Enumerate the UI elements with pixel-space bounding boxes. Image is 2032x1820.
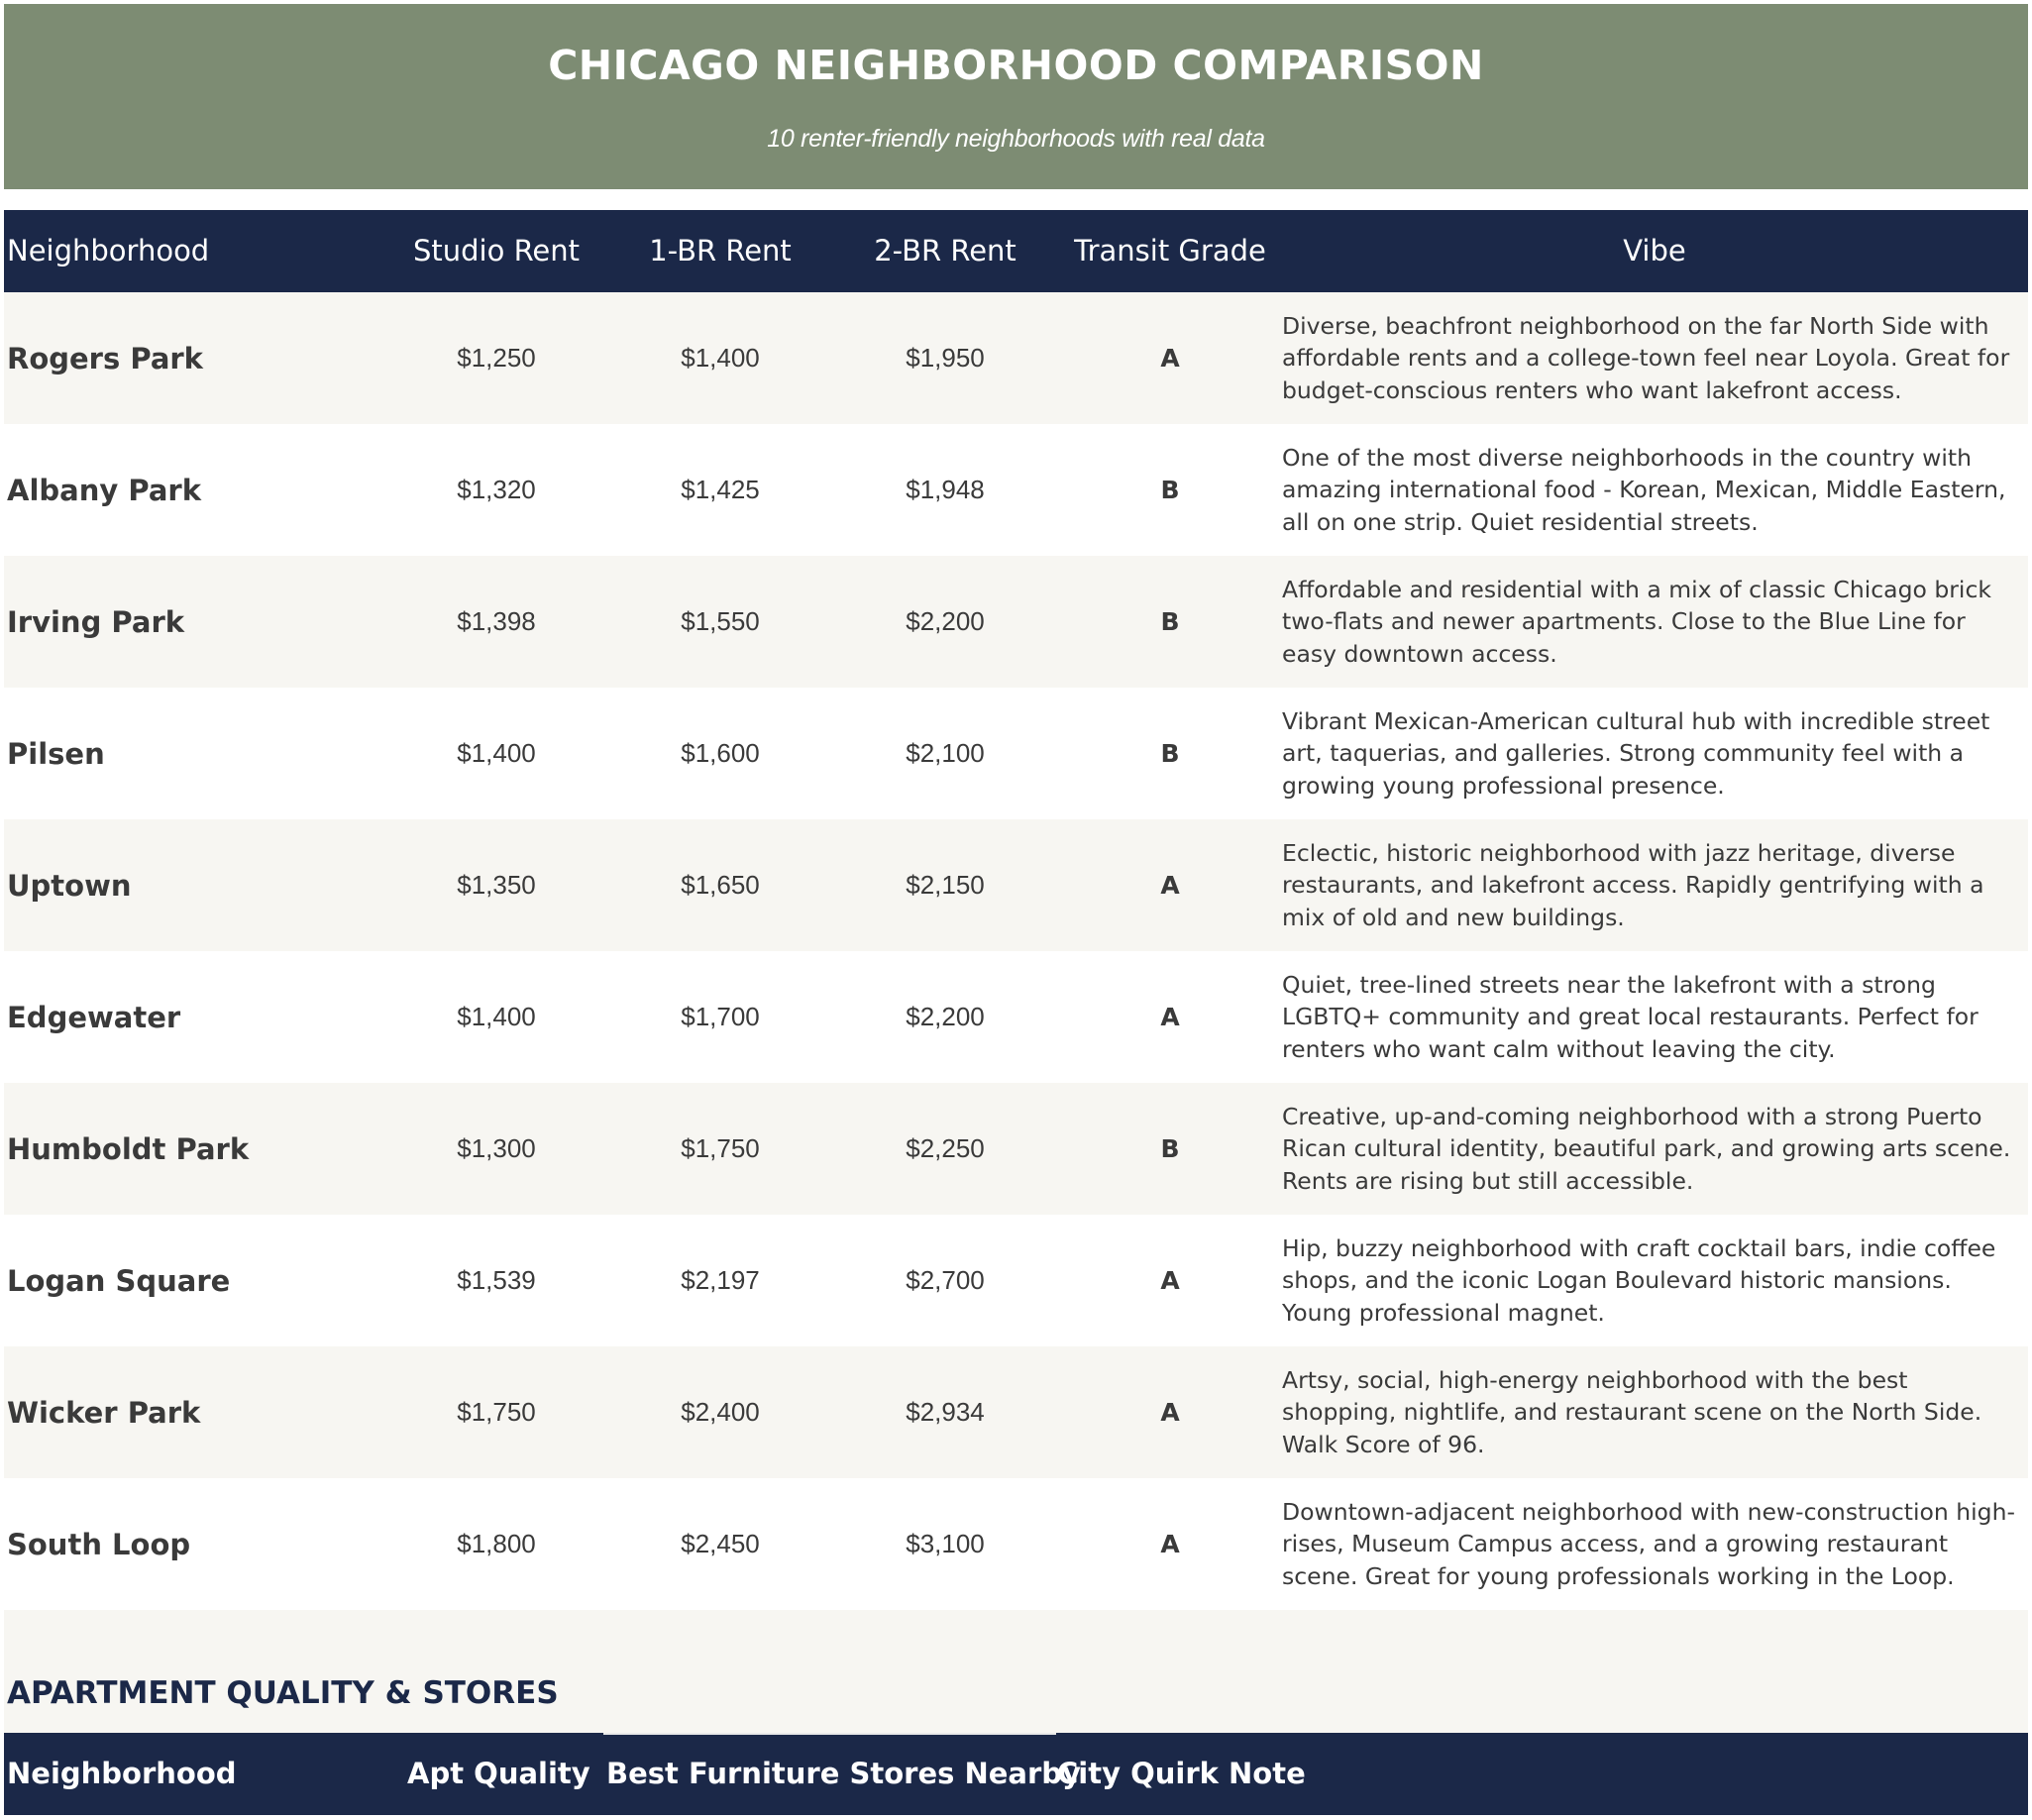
neighborhood-cell bbox=[7, 1083, 383, 1215]
neighborhood-cell bbox=[7, 951, 383, 1083]
two-br-rent-cell bbox=[832, 424, 1058, 556]
neighborhood-cell bbox=[7, 688, 383, 819]
one-br-rent-cell-text: $1,550 bbox=[681, 606, 760, 636]
transit-grade-cell bbox=[1058, 424, 1282, 556]
two-br-rent-cell-text: $2,100 bbox=[906, 738, 985, 768]
vibe-cell bbox=[1282, 951, 2027, 1083]
studio-rent-cell bbox=[384, 951, 608, 1083]
transit-grade-cell bbox=[1058, 1083, 1282, 1215]
neighborhood-cell bbox=[7, 556, 383, 688]
neighborhood-cell-text: Irving Park bbox=[7, 604, 185, 639]
quality-table-header bbox=[4, 1733, 2028, 1815]
one-br-rent-cell-text: $1,400 bbox=[681, 343, 760, 373]
one-br-rent-cell bbox=[608, 556, 832, 688]
one-br-rent-cell bbox=[608, 424, 832, 556]
two-br-rent-cell bbox=[832, 292, 1058, 424]
header-apt-quality: Apt Quality bbox=[407, 1757, 590, 1790]
header-neighborhood-2: Neighborhood bbox=[7, 1757, 237, 1790]
vibe-cell-text: Vibrant Mexican-American cultural hub with incredible street art, taquerias, and galleries. Strong community feel with a growing young professional presence. bbox=[1282, 706, 1990, 800]
one-br-rent-cell-text: $2,197 bbox=[681, 1265, 760, 1295]
studio-rent-cell-text: $1,398 bbox=[457, 606, 536, 636]
two-br-rent-cell bbox=[832, 951, 1058, 1083]
neighborhood-cell-text: South Loop bbox=[7, 1527, 191, 1561]
studio-rent-cell-text: $1,800 bbox=[457, 1529, 536, 1558]
studio-rent-cell bbox=[384, 1478, 608, 1610]
transit-grade-cell bbox=[1058, 556, 1282, 688]
vibe-cell-text: Downtown-adjacent neighborhood with new-construction high-rises, Museum Campus access, and a growing restaurant scene. Great for young professionals working in the Loop. bbox=[1282, 1497, 2015, 1590]
transit-grade-cell bbox=[1058, 819, 1282, 951]
one-br-rent-cell bbox=[608, 1215, 832, 1346]
studio-rent-cell-text: $1,539 bbox=[457, 1265, 536, 1295]
one-br-rent-cell-text: $2,450 bbox=[681, 1529, 760, 1558]
neighborhood-cell bbox=[7, 292, 383, 424]
transit-grade-cell-text: A bbox=[1160, 344, 1180, 373]
one-br-rent-cell bbox=[608, 1346, 832, 1478]
studio-rent-cell-text: $1,750 bbox=[457, 1397, 536, 1427]
section-apartment-quality bbox=[4, 1610, 2028, 1733]
comparison-table-header bbox=[4, 210, 2028, 292]
table-row bbox=[4, 1215, 2028, 1346]
table-row bbox=[4, 556, 2028, 688]
transit-grade-cell bbox=[1058, 1346, 1282, 1478]
vibe-cell bbox=[1282, 819, 2027, 951]
two-br-rent-cell-text: $2,934 bbox=[906, 1397, 985, 1427]
header-city-quirk: City Quirk Note bbox=[1057, 1757, 1306, 1790]
table-row bbox=[4, 688, 2028, 819]
studio-rent-cell-text: $1,400 bbox=[457, 738, 536, 768]
studio-rent-cell-text: $1,250 bbox=[457, 343, 536, 373]
neighborhood-cell-text: Logan Square bbox=[7, 1263, 231, 1298]
neighborhood-cell-text: Wicker Park bbox=[7, 1395, 201, 1430]
one-br-rent-cell bbox=[608, 951, 832, 1083]
neighborhood-cell-text: Edgewater bbox=[7, 1000, 181, 1034]
two-br-rent-cell-text: $2,150 bbox=[906, 870, 985, 900]
studio-rent-cell bbox=[384, 292, 608, 424]
vibe-cell bbox=[1282, 292, 2027, 424]
transit-grade-cell-text: A bbox=[1160, 871, 1180, 900]
table-row bbox=[4, 1478, 2028, 1610]
table-row bbox=[4, 1083, 2028, 1215]
one-br-rent-cell-text: $1,700 bbox=[681, 1002, 760, 1031]
vibe-cell bbox=[1282, 688, 2027, 819]
title-banner bbox=[4, 4, 2028, 189]
two-br-rent-cell-text: $2,700 bbox=[906, 1265, 985, 1295]
vibe-cell-text: Hip, buzzy neighborhood with craft cocktail bars, indie coffee shops, and the iconic Logan Boulevard historic mansions. Young professional magnet. bbox=[1282, 1233, 1996, 1327]
vibe-cell bbox=[1282, 1083, 2027, 1215]
table-row bbox=[4, 424, 2028, 556]
table-row bbox=[4, 951, 2028, 1083]
neighborhood-cell-text: Uptown bbox=[7, 868, 132, 903]
neighborhood-cell-text: Pilsen bbox=[7, 736, 105, 771]
studio-rent-cell bbox=[384, 556, 608, 688]
one-br-rent-cell bbox=[608, 688, 832, 819]
studio-rent-cell bbox=[384, 1346, 608, 1478]
neighborhood-cell-text: Albany Park bbox=[7, 473, 201, 507]
two-br-rent-cell bbox=[832, 1478, 1058, 1610]
neighborhood-cell-text: Rogers Park bbox=[7, 341, 203, 375]
studio-rent-cell-text: $1,400 bbox=[457, 1002, 536, 1031]
vibe-cell bbox=[1282, 556, 2027, 688]
two-br-rent-cell-text: $2,250 bbox=[906, 1133, 985, 1163]
vibe-cell-text: Diverse, beachfront neighborhood on the far North Side with affordable rents and a college-town feel near Loyola. Great for budget-conscious renters who want lakefront access. bbox=[1282, 311, 2010, 404]
two-br-rent-cell-text: $1,950 bbox=[906, 343, 985, 373]
neighborhood-cell bbox=[7, 1215, 383, 1346]
two-br-rent-cell bbox=[832, 1346, 1058, 1478]
header-vibe: Vibe bbox=[1623, 234, 1686, 268]
one-br-rent-cell-text: $2,400 bbox=[681, 1397, 760, 1427]
studio-rent-cell-text: $1,320 bbox=[457, 475, 536, 504]
studio-rent-cell bbox=[384, 688, 608, 819]
two-br-rent-cell-text: $2,200 bbox=[906, 606, 985, 636]
neighborhood-cell bbox=[7, 1478, 383, 1610]
neighborhood-cell bbox=[7, 1346, 383, 1478]
two-br-rent-cell-text: $3,100 bbox=[906, 1529, 985, 1558]
neighborhood-cell-text: Humboldt Park bbox=[7, 1131, 250, 1166]
two-br-rent-cell-text: $1,948 bbox=[906, 475, 985, 504]
table-row bbox=[4, 292, 2028, 424]
spacer bbox=[4, 189, 2028, 210]
one-br-rent-cell-text: $1,425 bbox=[681, 475, 760, 504]
transit-grade-cell-text: A bbox=[1160, 1398, 1180, 1427]
transit-grade-cell-text: B bbox=[1160, 1134, 1180, 1163]
vibe-cell bbox=[1282, 1478, 2027, 1610]
vibe-cell bbox=[1282, 1346, 2027, 1478]
header-2br-rent: 2-BR Rent bbox=[874, 234, 1016, 268]
spreadsheet-page bbox=[4, 4, 2028, 1815]
header-transit-grade: Transit Grade bbox=[1074, 234, 1266, 268]
two-br-rent-cell bbox=[832, 1215, 1058, 1346]
transit-grade-cell-text: A bbox=[1160, 1003, 1180, 1031]
transit-grade-cell bbox=[1058, 1478, 1282, 1610]
header-neighborhood: Neighborhood bbox=[7, 234, 210, 268]
vibe-cell-text: Artsy, social, high-energy neighborhood with the best shopping, nightlife, and restaurant scene on the North Side. Walk Score of 96. bbox=[1282, 1365, 1982, 1458]
studio-rent-cell bbox=[384, 819, 608, 951]
vibe-cell bbox=[1282, 424, 2027, 556]
studio-rent-cell-text: $1,350 bbox=[457, 870, 536, 900]
two-br-rent-cell bbox=[832, 1083, 1058, 1215]
neighborhood-cell bbox=[7, 819, 383, 951]
vibe-cell-text: Quiet, tree-lined streets near the lakefront with a strong LGBTQ+ community and great local restaurants. Perfect for renters who want calm without leaving the city. bbox=[1282, 970, 1979, 1063]
one-br-rent-cell bbox=[608, 292, 832, 424]
transit-grade-cell-text: A bbox=[1160, 1530, 1180, 1558]
page-title: CHICAGO NEIGHBORHOOD COMPARISON bbox=[548, 42, 1484, 89]
transit-grade-cell bbox=[1058, 951, 1282, 1083]
one-br-rent-cell-text: $1,750 bbox=[681, 1133, 760, 1163]
transit-grade-cell bbox=[1058, 688, 1282, 819]
comparison-table-body bbox=[4, 292, 2028, 1610]
section-title: APARTMENT QUALITY & STORES bbox=[7, 1675, 559, 1711]
page-subtitle: 10 renter-friendly neighborhoods with real data bbox=[767, 125, 1265, 153]
two-br-rent-cell bbox=[832, 688, 1058, 819]
two-br-rent-cell bbox=[832, 819, 1058, 951]
vibe-cell-text: Eclectic, historic neighborhood with jazz heritage, diverse restaurants, and lakefront access. Rapidly gentrifying with a mix of old and new buildings. bbox=[1282, 838, 1984, 931]
one-br-rent-cell-text: $1,650 bbox=[681, 870, 760, 900]
transit-grade-cell-text: B bbox=[1160, 607, 1180, 636]
table-row bbox=[4, 819, 2028, 951]
vibe-cell-text: One of the most diverse neighborhoods in the country with amazing international food - Korean, Mexican, Middle Eastern, all on one strip. Quiet residential streets. bbox=[1282, 443, 2006, 536]
one-br-rent-cell bbox=[608, 1083, 832, 1215]
studio-rent-cell bbox=[384, 1083, 608, 1215]
studio-rent-cell-text: $1,300 bbox=[457, 1133, 536, 1163]
header-studio-rent: Studio Rent bbox=[412, 234, 581, 268]
two-br-rent-cell-text: $2,200 bbox=[906, 1002, 985, 1031]
transit-grade-cell bbox=[1058, 1215, 1282, 1346]
transit-grade-cell-text: B bbox=[1160, 476, 1180, 504]
table-row bbox=[4, 1346, 2028, 1478]
studio-rent-cell bbox=[384, 424, 608, 556]
studio-rent-cell bbox=[384, 1215, 608, 1346]
vibe-cell-text: Creative, up-and-coming neighborhood with a strong Puerto Rican cultural identity, beautiful park, and growing arts scene. Rents are rising but still accessible. bbox=[1282, 1102, 2011, 1195]
header-1br-rent: 1-BR Rent bbox=[649, 234, 792, 268]
one-br-rent-cell bbox=[608, 819, 832, 951]
two-br-rent-cell bbox=[832, 556, 1058, 688]
one-br-rent-cell-text: $1,600 bbox=[681, 738, 760, 768]
transit-grade-cell-text: A bbox=[1160, 1266, 1180, 1295]
vibe-cell bbox=[1282, 1215, 2027, 1346]
header-furniture-stores: Best Furniture Stores Nearby bbox=[606, 1757, 1081, 1790]
vibe-cell-text: Affordable and residential with a mix of classic Chicago brick two-flats and newer apartments. Close to the Blue Line for easy downtown access. bbox=[1282, 575, 1991, 668]
one-br-rent-cell bbox=[608, 1478, 832, 1610]
transit-grade-cell bbox=[1058, 292, 1282, 424]
transit-grade-cell-text: B bbox=[1160, 739, 1180, 768]
neighborhood-cell bbox=[7, 424, 383, 556]
